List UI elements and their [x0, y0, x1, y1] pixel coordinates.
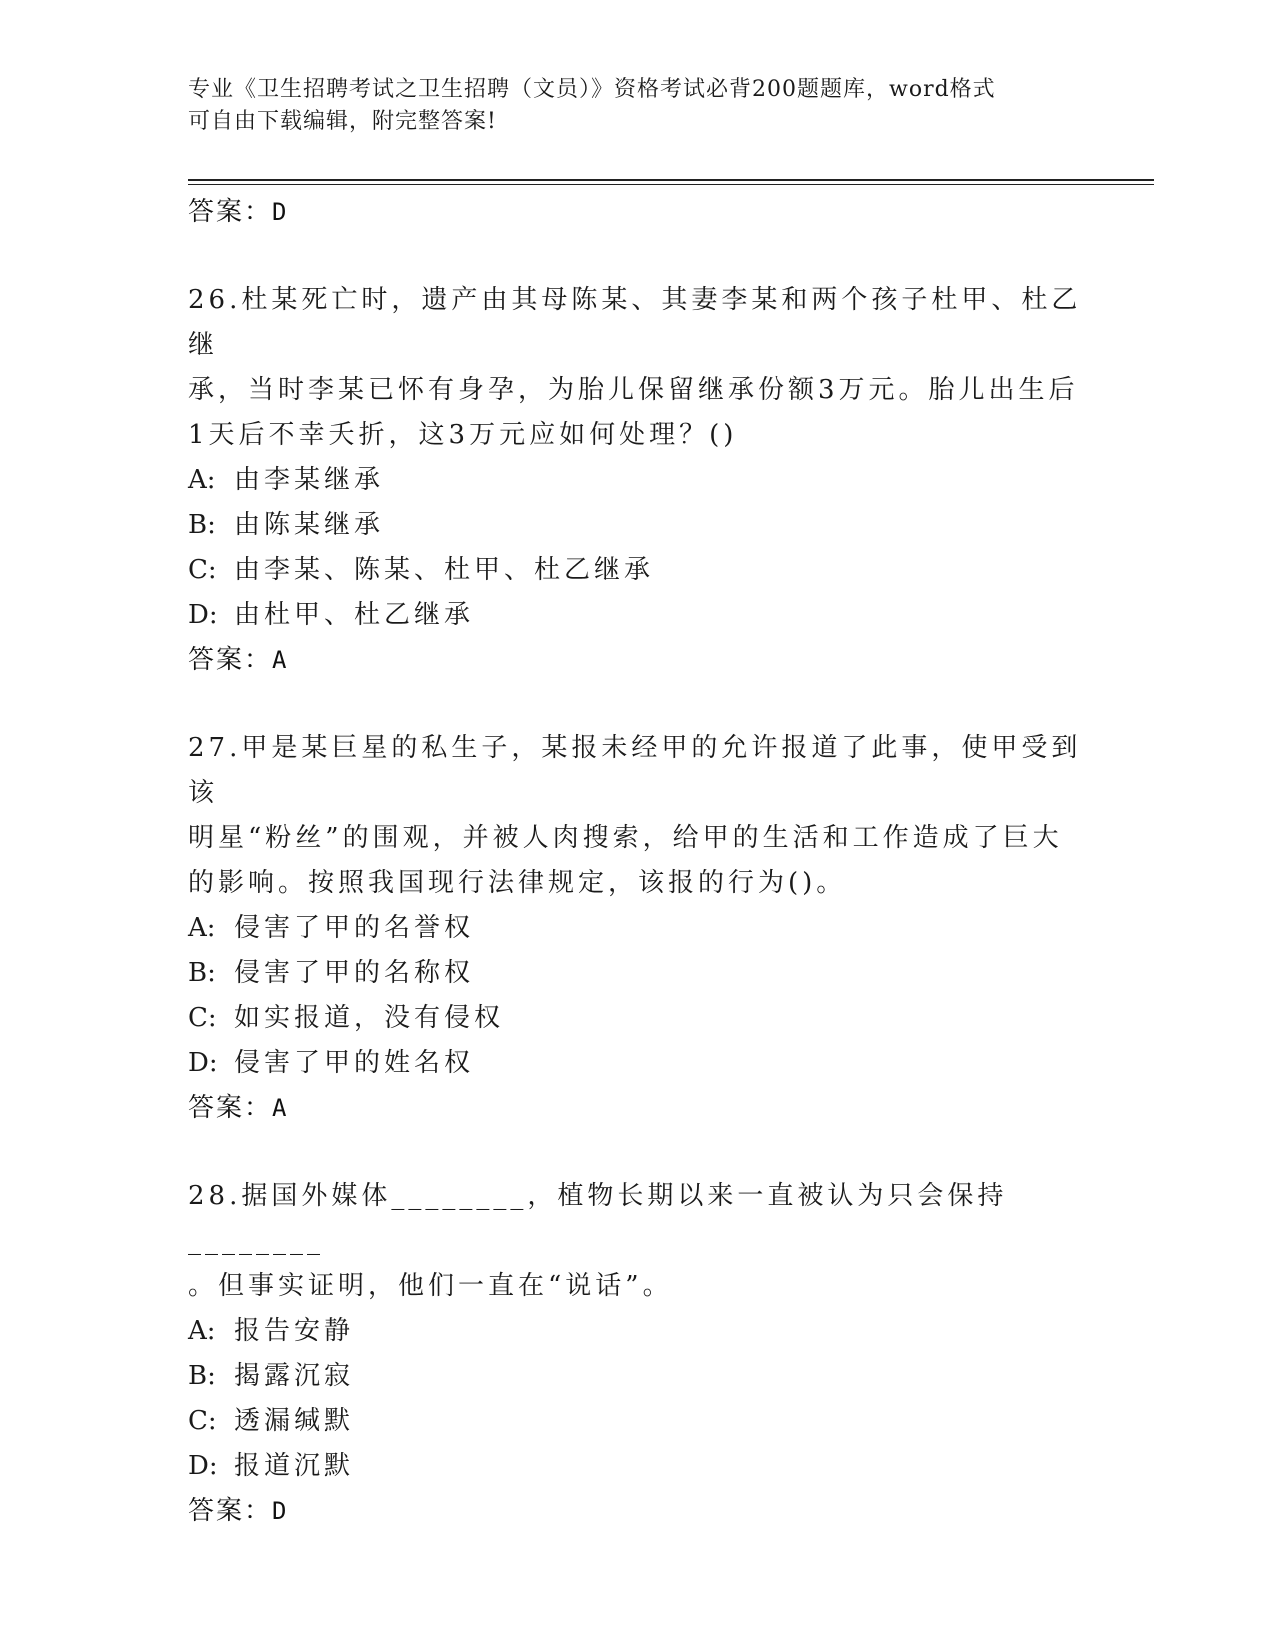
option-text: 揭露沉寂: [234, 1361, 355, 1391]
question-text: [188, 1174, 1088, 1309]
header-line-1: 专业《卫生招聘考试之卫生招聘（文员）》资格考试必背200题题库，word格式: [188, 77, 996, 102]
option-b: [188, 1354, 1088, 1399]
option-text: 如实报道，没有侵权: [234, 1003, 505, 1033]
document-header: [188, 74, 1088, 138]
question-line: 1天后不幸夭折，这3万元应如何处理？(): [188, 420, 738, 450]
option-text: 报告安静: [234, 1316, 355, 1346]
option-a: [188, 1309, 1088, 1354]
answer-value: A: [272, 646, 289, 674]
question-line: 明星“粉丝”的围观，并被人肉搜索，给甲的生活和工作造成了巨大: [188, 823, 1063, 853]
question-line: 28.据国外媒体________，植物长期以来一直被认为只会保持________: [188, 1181, 1008, 1256]
option-key: D:: [188, 600, 218, 630]
question-text: [188, 278, 1088, 458]
option-key: D:: [188, 1048, 218, 1078]
option-key: A:: [188, 1316, 216, 1346]
answer-label: 答案：: [188, 645, 273, 675]
header-rule-thick: [188, 179, 1154, 181]
option-key: B:: [188, 958, 216, 988]
option-a: [188, 458, 1088, 503]
answer-line: [188, 1489, 1088, 1533]
option-text: 报道沉默: [234, 1451, 355, 1481]
option-text: 透漏缄默: [234, 1406, 355, 1436]
option-text: 侵害了甲的名誉权: [234, 913, 475, 943]
document-body: [188, 190, 1088, 1533]
option-text: 由李某继承: [234, 465, 385, 495]
question-line: 。但事实证明，他们一直在“说话”。: [188, 1271, 673, 1301]
option-d: [188, 1041, 1088, 1086]
option-a: [188, 906, 1088, 951]
answer-label: 答案：: [188, 197, 273, 227]
header-rule-thin: [188, 184, 1154, 185]
question-line: 的影响。按照我国现行法律规定，该报的行为()。: [188, 868, 847, 898]
answer-value: D: [272, 1497, 289, 1525]
header-line-2: 可自由下载编辑，附完整答案!: [188, 109, 497, 134]
answer-value: A: [272, 1094, 289, 1122]
question-block: [188, 726, 1088, 1130]
option-key: D:: [188, 1451, 218, 1481]
answer-value: D: [272, 198, 289, 226]
option-key: B:: [188, 1361, 216, 1391]
option-c: [188, 996, 1088, 1041]
option-b: [188, 951, 1088, 996]
question-line: 27.甲是某巨星的私生子，某报未经甲的允许报道了此事，使甲受到该: [188, 733, 1082, 808]
question-block: [188, 1174, 1088, 1533]
question-line: 承，当时李某已怀有身孕，为胎儿保留继承份额3万元。胎儿出生后: [188, 375, 1079, 405]
option-text: 侵害了甲的姓名权: [234, 1048, 475, 1078]
answer-line: [188, 1086, 1088, 1130]
option-b: [188, 503, 1088, 548]
answer-label: 答案：: [188, 1496, 273, 1526]
option-c: [188, 548, 1088, 593]
option-text: 由李某、陈某、杜甲、杜乙继承: [234, 555, 655, 585]
option-d: [188, 1444, 1088, 1489]
option-c: [188, 1399, 1088, 1444]
option-key: C:: [188, 1003, 217, 1033]
answer-line: [188, 190, 1088, 234]
option-key: C:: [188, 1406, 217, 1436]
question-line: 26.杜某死亡时，遗产由其母陈某、其妻李某和两个孩子杜甲、杜乙继: [188, 285, 1082, 360]
question-text: [188, 726, 1088, 906]
option-d: [188, 593, 1088, 638]
answer-label: 答案：: [188, 1093, 273, 1123]
question-block: [188, 278, 1088, 682]
option-text: 由陈某继承: [234, 510, 385, 540]
option-key: C:: [188, 555, 217, 585]
option-text: 由杜甲、杜乙继承: [234, 600, 475, 630]
option-key: A:: [188, 465, 216, 495]
option-key: B:: [188, 510, 216, 540]
option-key: A:: [188, 913, 216, 943]
option-text: 侵害了甲的名称权: [234, 958, 475, 988]
answer-line: [188, 638, 1088, 682]
